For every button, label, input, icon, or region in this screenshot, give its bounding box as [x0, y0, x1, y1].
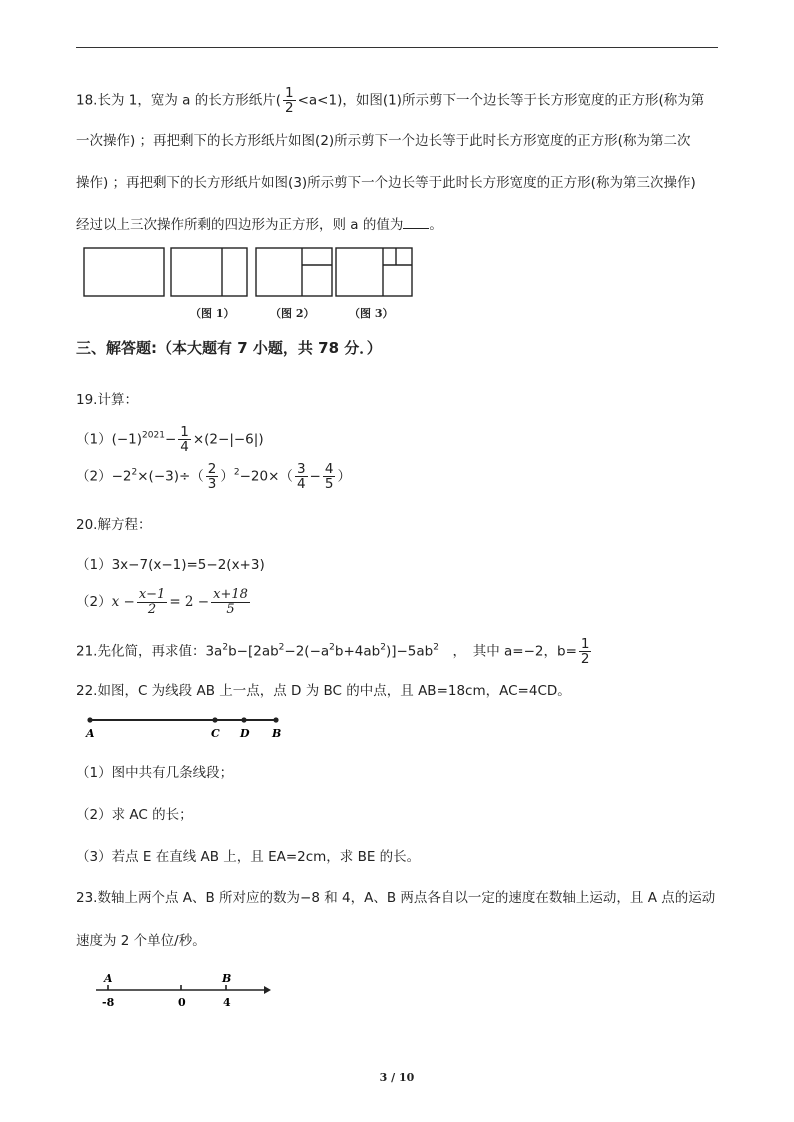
q20-part1: （1）3x−7(x−1)=5−2(x+3) — [76, 557, 265, 573]
q22-segment-figure — [82, 711, 292, 741]
q19-part2: $(2)-2^2\times(-3)\div$（ $\frac{2}{3}$ ）$^2$−20×（ $\frac{3}{4}$ − $\frac{4}{5}$ ） — [76, 461, 351, 493]
label-c: C — [211, 727, 220, 740]
q19-part1: $(1)(-1)^{2021}-$ $\frac{1}{4}$ ×(2−|−6|) — [76, 424, 264, 456]
fig3-caption: （图 3） — [349, 307, 394, 320]
point-a — [87, 717, 92, 722]
header-rule — [76, 47, 718, 48]
answer-blank — [403, 218, 429, 229]
q18-line4: 经过以上三次操作所剩的四边形为正方形，则 a 的值为 。 — [76, 217, 443, 233]
q22-part2: （2）求 AC 的长； — [76, 807, 193, 823]
q19-p2-fraction3: $\frac{4}{5}$ — [324, 461, 334, 493]
q19-p2-fraction2: $\frac{3}{4}$ — [296, 461, 306, 493]
point-d — [241, 717, 246, 722]
axis-arrow — [264, 986, 271, 994]
q22-part3: （3）若点 E 在直线 AB 上，且 EA=2cm，求 BE 的长。 — [76, 849, 421, 865]
fig1-caption: （图 1） — [190, 307, 235, 320]
section3-heading: 三、解答题:（本大题有 7 小题，共 78 分．） — [76, 339, 382, 357]
q18-line3: 操作) ；再把剩下的长方形纸片如图(3)所示剪下一个边长等于此时长方形宽度的正方形(称为第三次操作) — [76, 175, 696, 191]
fig3-rectangle — [256, 248, 332, 296]
tick-label-0: 0 — [178, 996, 186, 1009]
page-number: 3 / 10 — [379, 1071, 415, 1084]
q19-p1-fraction: $\frac{1}{4}$ — [180, 424, 189, 456]
label-d: D — [240, 727, 250, 740]
point-b-label: B — [222, 972, 232, 985]
q20-title: 20.解方程： — [76, 517, 152, 533]
point-b — [273, 717, 278, 722]
fig4-rectangle — [336, 248, 412, 296]
q20-p2-fraction1: $\frac{x-1}{2}$ — [138, 587, 166, 617]
fig2-rectangle — [171, 248, 247, 296]
fig1-rectangle — [84, 248, 164, 296]
q22-part1: （1）图中共有几条线段； — [76, 765, 234, 781]
label-a: A — [86, 727, 95, 740]
fig2-caption: （图 2） — [270, 307, 315, 320]
q20-part2: （2）x − $\frac{x-1}{2}$ = 2 − $\frac{x+18}{5}$ — [76, 587, 248, 617]
tick-label-minus8: -8 — [102, 996, 115, 1009]
q21-fraction: $\frac{1}{2}$ — [580, 636, 590, 668]
q21-line: 21.先化简，再求值：$3a^2b-[2ab^2-2(-a^2b+4ab^2)]-5ab^2$ ， 其中 a=−2，b= $\frac{1}{2}$ — [76, 636, 590, 668]
q23-line2: 速度为 2 个单位/秒。 — [76, 933, 206, 949]
q18-figures — [80, 246, 420, 298]
label-b: B — [272, 727, 282, 740]
q23-line1: 23.数轴上两个点 A、B 所对应的数为−8 和 4，A、B 两点各自以一定的速度在数轴上运动，且 A 点的运动 — [76, 890, 716, 906]
q23-number-line — [94, 968, 274, 1018]
tick-label-4: 4 — [223, 996, 231, 1009]
q22-text: 22.如图，C 为线段 AB 上一点，点 D 为 BC 的中点，且 AB=18cm，AC=4CD。 — [76, 683, 571, 699]
point-c — [212, 717, 217, 722]
q18-fraction: $\frac{1}{2}$ — [284, 85, 294, 117]
q19-p2-fraction1: $\frac{2}{3}$ — [207, 461, 217, 493]
q18-line1: 18.长为 1，宽为 a 的长方形纸片( $\frac{1}{2}$ <a<1)，如图(1)所示剪下一个边长等于长方形宽度的正方形(称为第 — [76, 85, 705, 117]
point-a-label: A — [104, 972, 113, 985]
q18-line2: 一次操作) ；再把剩下的长方形纸片如图(2)所示剪下一个边长等于此时长方形宽度的正方形(称为第二次 — [76, 133, 691, 149]
q19-title: 19.计算： — [76, 392, 138, 408]
q20-p2-fraction2: $\frac{x+18}{5}$ — [213, 587, 248, 617]
